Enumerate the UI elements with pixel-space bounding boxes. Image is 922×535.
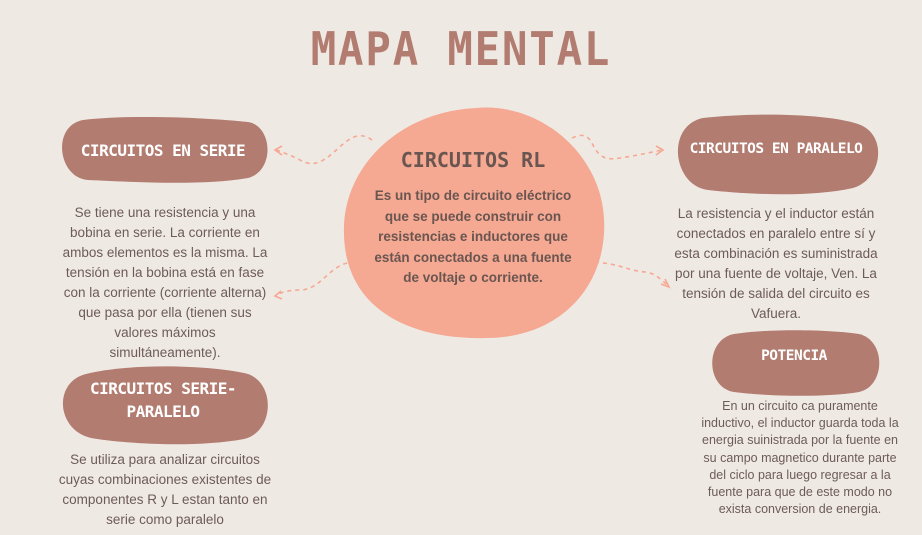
- serie-title: CIRCUITOS EN SERIE: [80, 141, 246, 160]
- serie-paralelo-text: Se utiliza para analizar circuitos cuyas combinaciones existentes de componentes R y L estan tanto en serie como paralelo: [58, 452, 272, 527]
- serie-text: Se tiene una resistencia y una bobina en serie. La corriente en ambos elementos es la misma. La tensión en la bobina está en fase con la corriente (corriente alterna) que pasa por ella (tienen sus valores máximos simultáneamente).: [62, 205, 268, 360]
- paralelo-text: La resistencia y el inductor están conectados en paralelo entre sí y esta combinación es suministrada por una fuente de voltaje, Ven. La tensión de salida del circuito es Vafuera.: [674, 206, 878, 321]
- serie-paralelo-title-line1: CIRCUITOS SERIE-: [89, 379, 237, 398]
- serie-paralelo-title-line2: PARALELO: [126, 402, 200, 421]
- potencia-title: POTENCIA: [761, 348, 827, 364]
- potencia-text: En un circuito ca puramente inductivo, el inductor guarda toda la energia suinistrada por la fuente en su campo magnetico durante parte del ciclo para luego regresar a la fuente para que de este modo no exista conversion de energia.: [701, 399, 899, 517]
- paralelo-title: CIRCUITOS EN PARALELO: [689, 141, 863, 157]
- center-title: CIRCUITOS RL: [400, 148, 546, 172]
- page-title: MAPA MENTAL: [310, 22, 612, 76]
- serie-paralelo-title: [58, 377, 268, 423]
- center-text: Es un tipo de circuito eléctrico que se puede construir con resistencias e inductores que están conectados a una fuente de voltaje o corriente.: [374, 188, 572, 285]
